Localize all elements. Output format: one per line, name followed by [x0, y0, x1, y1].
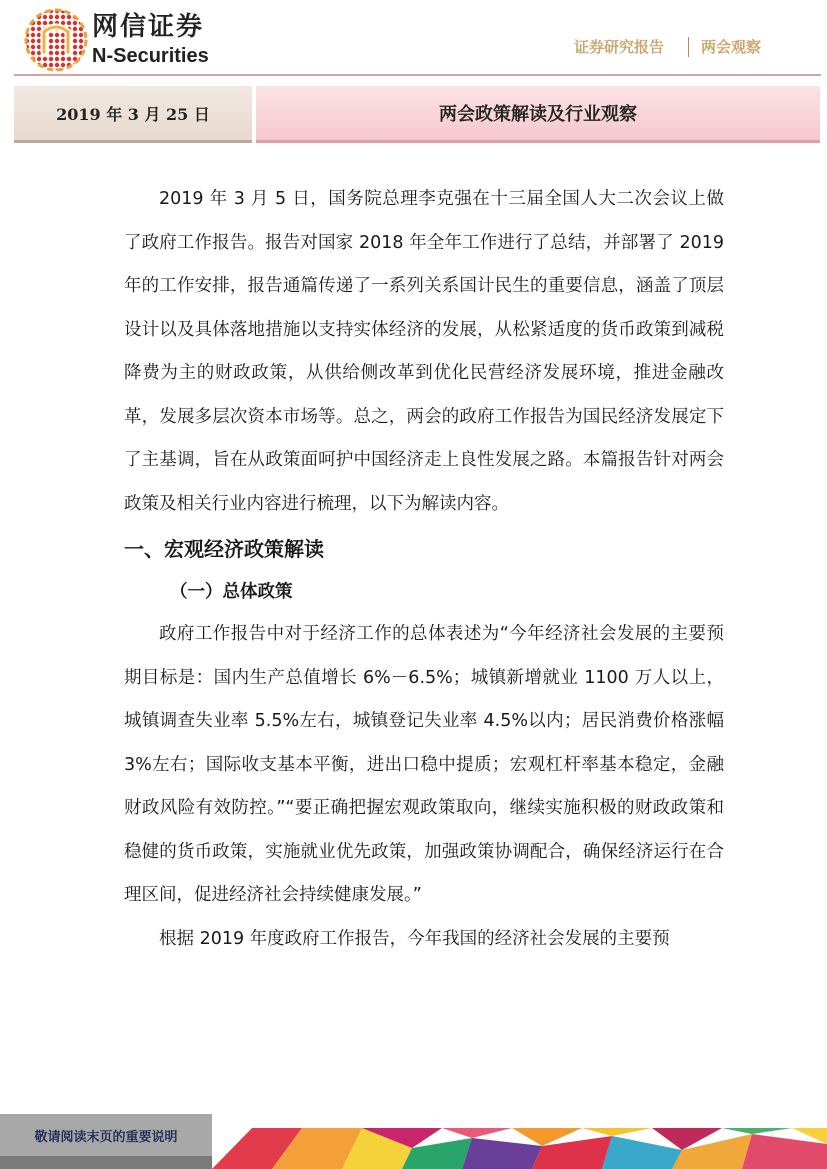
- report-type-label: 证券研究报告: [573, 38, 664, 56]
- body-paragraph-continued: 根据 2019 年度政府工作报告，今年我国的经济社会发展的主要预: [159, 928, 670, 949]
- intro-paragraph: 2019 年 3 月 5 日，国务院总理李克强在十三届全国人大二次会议上做了政府工作报告。报告对国家 2018 年全年工作进行了总结，并部署了 2019 年的工作安排，报告通篇传递了一系列关系国计民生的重要信息，涵盖了顶层设计以及具体落地措施以支持实体经济的发展，从松紧适度的货币政策到减税降费为主的财政政策，从供给侧改革到优化民营经济发展环境，推进金融改革，发展多层次资本市场等。总之，两会的政府工作报告为国民经济发展定下了主基调，旨在从政策面呵护中国经济走上良性发展之路。本篇报告针对两会政策及相关行业内容进行梳理，以下为解读内容。: [124, 189, 724, 514]
- section-heading: 一、宏观经济政策解读: [124, 537, 324, 561]
- disclaimer-note: 敬请阅读末页的重要说明: [0, 1114, 212, 1156]
- body-paragraph: 政府工作报告中对于经济工作的总体表述为“今年经济社会发展的主要预期目标是：国内生产总值增长 6%－6.5%；城镇新增就业 1100 万人以上，城镇调查失业率 5.5%左右，城镇登记失业率 4.5%以内；居民消费价格涨幅 3%左右；国际收支基本平衡，进出口稳中提质；宏观杠杆率基本稳定，金融财政风险有效防控。”“要正确把握宏观政策取向，继续实施积极的财政政策和稳健的货币政策，实施就业优先政策，加强政策协调配合，确保经济运行在合理区间，促进经济社会持续健康发展。”: [124, 624, 724, 905]
- logo-chinese-name: 网信证券: [92, 12, 205, 42]
- company-logo: [24, 8, 209, 72]
- subsection-heading: （一）总体政策: [170, 582, 293, 602]
- report-title: 两会政策解读及行业观察: [256, 86, 820, 143]
- header-divider: [688, 37, 689, 57]
- report-body: [124, 178, 724, 961]
- report-date: 2019 年 3 月 25 日: [14, 86, 252, 143]
- logo-emblem-icon: [24, 8, 88, 72]
- footer-stripe-left: [0, 1156, 212, 1169]
- footer-decorative-band: [212, 1128, 827, 1169]
- header-tags: [574, 36, 761, 57]
- header-rule: [14, 74, 821, 76]
- report-category-label: 两会观察: [700, 38, 761, 56]
- logo-english-name: N-Securities: [92, 45, 209, 67]
